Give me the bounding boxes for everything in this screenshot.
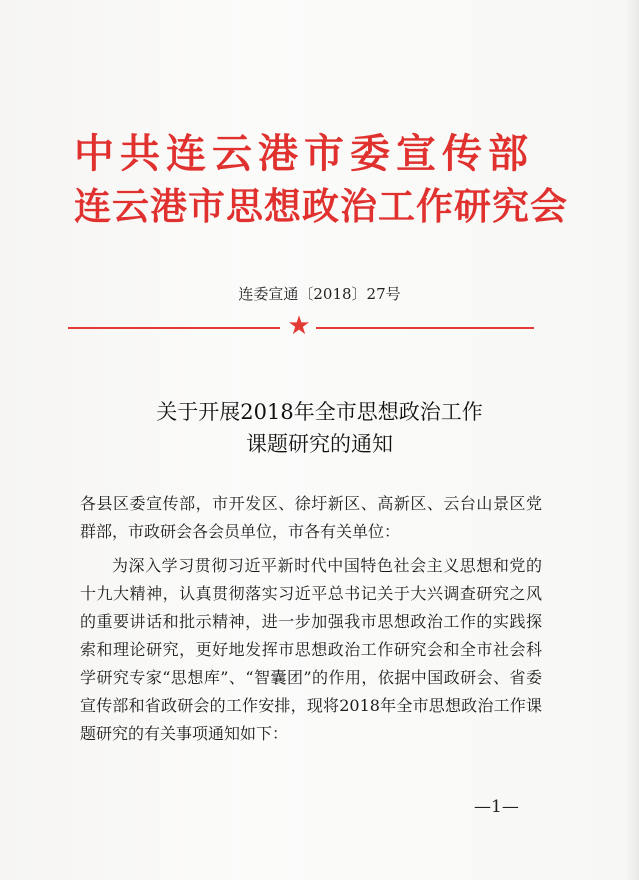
addressees: 各县区委宣传部，市开发区、徐圩新区、高新区、云台山景区党群部，市政研会各会员单位，市各有关单位： bbox=[80, 494, 542, 541]
issuer-header-line-2: 连云港市思想政治工作研究会 bbox=[74, 184, 568, 228]
document-number: 连委宣通〔2018〕27号 bbox=[238, 285, 401, 303]
notice-title-line-2: 课题研究的通知 bbox=[246, 432, 393, 456]
red-divider-right bbox=[316, 327, 534, 329]
star-icon: ★ bbox=[287, 311, 311, 341]
notice-title-line-1: 关于开展2018年全市思想政治工作 bbox=[156, 400, 483, 424]
body-paragraph: 为深入学习贯彻习近平新时代中国特色社会主义思想和党的十九大精神，认真贯彻落实习近平总书记关于大兴调查研究之风的重要讲话和批示精神，进一步加强我市思想政治工作的实践探索和理论研究，更好地发挥市思想政治工作研究会和全市社会科学研究专家“思想库”、“智囊团”的作用，依据中国政研会、省委宣传部和省政研会的工作安排，现将2018年全市思想政治工作课题研究的有关事项通知如下： bbox=[80, 556, 542, 743]
red-divider-left bbox=[68, 327, 280, 329]
issuer-header-line-1: 中共连云港市委宣传部 bbox=[74, 130, 534, 177]
page-number: —1— bbox=[474, 797, 519, 817]
